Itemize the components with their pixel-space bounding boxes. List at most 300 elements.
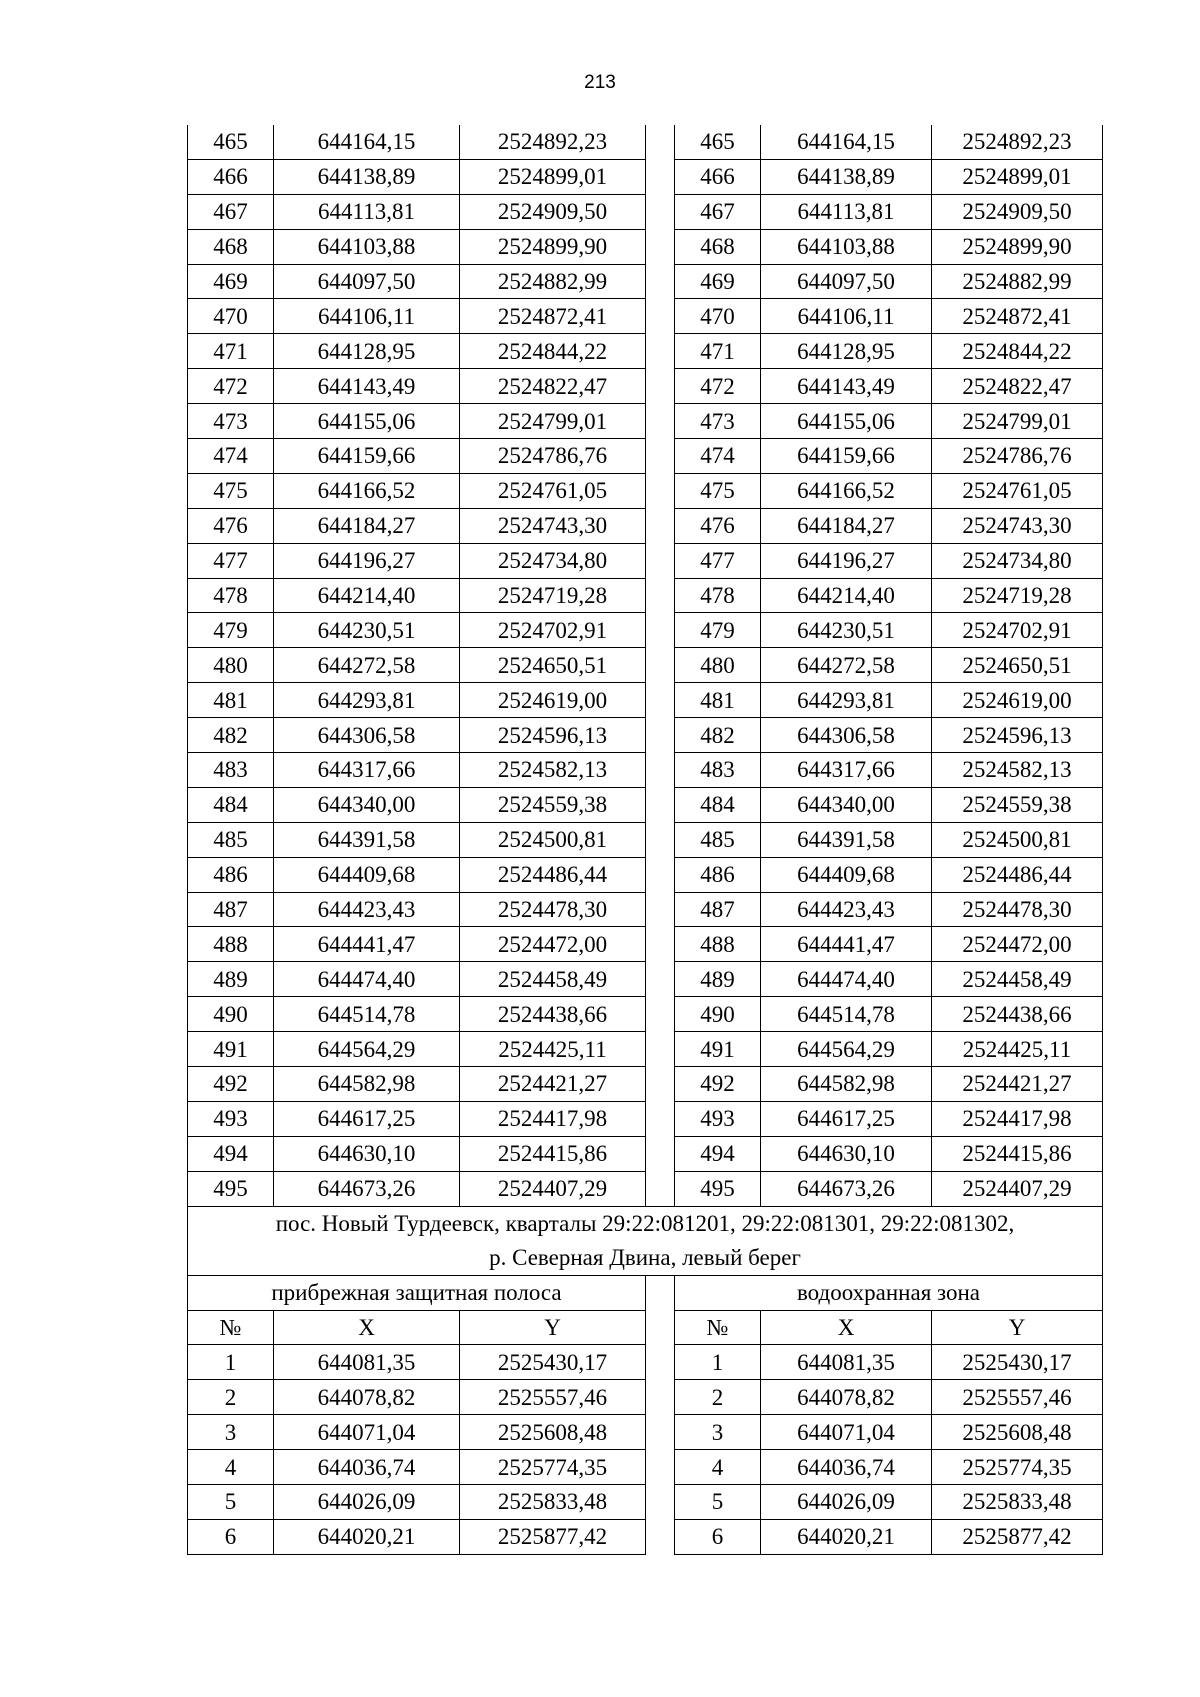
point-number-right: 471 [675,334,761,369]
y-coordinate-right: 2524582,13 [932,753,1103,788]
point-number-right: 486 [675,857,761,892]
y-coordinate-left: 2524734,80 [460,543,646,578]
column-gap [646,1171,675,1206]
y-coordinate-left: 2524407,29 [460,1171,646,1206]
y-coordinate-left: 2525430,17 [460,1345,646,1380]
y-coordinate-left: 2524438,66 [460,997,646,1032]
point-number-right: 465 [675,125,761,159]
x-coordinate-left: 644159,66 [274,439,460,474]
x-coordinate-right: 644474,40 [761,962,932,997]
column-gap [646,543,675,578]
point-number-left: 468 [188,229,274,264]
y-coordinate-right: 2524478,30 [932,892,1103,927]
column-gap [646,718,675,753]
x-coordinate-right: 644673,26 [761,1171,932,1206]
point-number-right: 495 [675,1171,761,1206]
column-gap [646,892,675,927]
y-coordinate-right: 2524822,47 [932,369,1103,404]
x-coordinate-right: 644196,27 [761,543,932,578]
x-coordinate-left: 644514,78 [274,997,460,1032]
header-y-left: Y [460,1310,646,1345]
y-coordinate-right: 2524500,81 [932,822,1103,857]
x-coordinate-left: 644441,47 [274,927,460,962]
y-coordinate-left: 2524761,05 [460,473,646,508]
header-x-right: X [761,1310,932,1345]
y-coordinate-left: 2525877,42 [460,1519,646,1554]
y-coordinate-right: 2524786,76 [932,439,1103,474]
y-coordinate-left: 2524872,41 [460,299,646,334]
point-number-right: 468 [675,229,761,264]
x-coordinate-left: 644184,27 [274,508,460,543]
y-coordinate-right: 2524899,01 [932,159,1103,194]
coordinates-table [187,125,1103,1555]
x-coordinate-left: 644582,98 [274,1067,460,1102]
point-number-left: 471 [188,334,274,369]
column-gap [646,1380,675,1415]
point-number-right: 474 [675,439,761,474]
table-row [188,1415,1103,1450]
y-coordinate-left: 2524421,27 [460,1067,646,1102]
point-number-left: 466 [188,159,274,194]
point-number-right: 477 [675,543,761,578]
x-coordinate-right: 644214,40 [761,578,932,613]
x-coordinate-left: 644564,29 [274,1032,460,1067]
y-coordinate-right: 2525833,48 [932,1484,1103,1519]
table-body-bottom [188,1345,1103,1554]
point-number-right: 466 [675,159,761,194]
column-header-row [188,1310,1103,1345]
table-row [188,1450,1103,1485]
y-coordinate-right: 2524486,44 [932,857,1103,892]
column-gap [646,1484,675,1519]
column-gap [646,822,675,857]
header-number-left: № [188,1310,274,1345]
y-coordinate-left: 2525833,48 [460,1484,646,1519]
y-coordinate-right: 2524882,99 [932,264,1103,299]
point-number-right: 473 [675,404,761,439]
y-coordinate-right: 2524458,49 [932,962,1103,997]
y-coordinate-left: 2524882,99 [460,264,646,299]
table-row [188,787,1103,822]
table-row [188,369,1103,404]
y-coordinate-left: 2524582,13 [460,753,646,788]
x-coordinate-left: 644106,11 [274,299,460,334]
table-row [188,1345,1103,1380]
table-row [188,229,1103,264]
point-number-left: 490 [188,997,274,1032]
point-number-right: 485 [675,822,761,857]
y-coordinate-left: 2525774,35 [460,1450,646,1485]
y-coordinate-right: 2524909,50 [932,194,1103,229]
point-number-right: 481 [675,683,761,718]
point-number-left: 474 [188,439,274,474]
point-number-left: 483 [188,753,274,788]
column-gap [646,683,675,718]
x-coordinate-left: 644617,25 [274,1101,460,1136]
point-number-left: 476 [188,508,274,543]
x-coordinate-right: 644071,04 [761,1415,932,1450]
point-number-left: 467 [188,194,274,229]
y-coordinate-left: 2524702,91 [460,613,646,648]
point-number-right: 484 [675,787,761,822]
point-number-left: 493 [188,1101,274,1136]
point-number-left: 495 [188,1171,274,1206]
y-coordinate-left: 2524596,13 [460,718,646,753]
y-coordinate-right: 2524844,22 [932,334,1103,369]
table-row [188,125,1103,159]
y-coordinate-left: 2524909,50 [460,194,646,229]
point-number-left: 482 [188,718,274,753]
y-coordinate-right: 2524421,27 [932,1067,1103,1102]
point-number-left: 1 [188,1345,274,1380]
y-coordinate-right: 2524799,01 [932,404,1103,439]
point-number-left: 4 [188,1450,274,1485]
x-coordinate-left: 644196,27 [274,543,460,578]
point-number-right: 472 [675,369,761,404]
point-number-right: 491 [675,1032,761,1067]
point-number-left: 487 [188,892,274,927]
point-number-left: 465 [188,125,274,159]
x-coordinate-left: 644143,49 [274,369,460,404]
point-number-left: 491 [188,1032,274,1067]
x-coordinate-right: 644097,50 [761,264,932,299]
y-coordinate-left: 2524899,01 [460,159,646,194]
y-coordinate-right: 2524702,91 [932,613,1103,648]
point-number-left: 494 [188,1136,274,1171]
y-coordinate-left: 2524619,00 [460,683,646,718]
x-coordinate-left: 644673,26 [274,1171,460,1206]
point-number-right: 476 [675,508,761,543]
x-coordinate-left: 644164,15 [274,125,460,159]
point-number-right: 493 [675,1101,761,1136]
x-coordinate-right: 644630,10 [761,1136,932,1171]
table-row [188,753,1103,788]
x-coordinate-left: 644391,58 [274,822,460,857]
x-coordinate-right: 644441,47 [761,927,932,962]
header-x-left: X [274,1310,460,1345]
column-gap [646,1450,675,1485]
point-number-left: 479 [188,613,274,648]
x-coordinate-left: 644214,40 [274,578,460,613]
x-coordinate-right: 644020,21 [761,1519,932,1554]
y-coordinate-left: 2524822,47 [460,369,646,404]
point-number-left: 492 [188,1067,274,1102]
table-row [188,1171,1103,1206]
y-coordinate-right: 2524719,28 [932,578,1103,613]
point-number-left: 489 [188,962,274,997]
y-coordinate-left: 2524478,30 [460,892,646,927]
column-gap [646,404,675,439]
x-coordinate-right: 644155,06 [761,404,932,439]
table-row [188,439,1103,474]
table-row [188,683,1103,718]
y-coordinate-right: 2524743,30 [932,508,1103,543]
x-coordinate-right: 644514,78 [761,997,932,1032]
x-coordinate-right: 644317,66 [761,753,932,788]
column-gap [646,1519,675,1554]
table-row [188,543,1103,578]
y-coordinate-right: 2524899,90 [932,229,1103,264]
y-coordinate-left: 2524486,44 [460,857,646,892]
y-coordinate-left: 2524799,01 [460,404,646,439]
x-coordinate-left: 644138,89 [274,159,460,194]
column-gap [646,648,675,683]
column-gap [646,1136,675,1171]
column-gap [646,787,675,822]
point-number-right: 475 [675,473,761,508]
y-coordinate-left: 2525608,48 [460,1415,646,1450]
table-row [188,1101,1103,1136]
x-coordinate-left: 644026,09 [274,1484,460,1519]
x-coordinate-right: 644164,15 [761,125,932,159]
column-gap [646,1310,675,1345]
column-gap [646,299,675,334]
point-number-left: 472 [188,369,274,404]
y-coordinate-right: 2524761,05 [932,473,1103,508]
x-coordinate-left: 644272,58 [274,648,460,683]
x-coordinate-right: 644106,11 [761,299,932,334]
point-number-right: 2 [675,1380,761,1415]
point-number-right: 3 [675,1415,761,1450]
point-number-right: 490 [675,997,761,1032]
point-number-left: 6 [188,1519,274,1554]
x-coordinate-left: 644409,68 [274,857,460,892]
x-coordinate-right: 644026,09 [761,1484,932,1519]
table-row [188,1484,1103,1519]
x-coordinate-right: 644409,68 [761,857,932,892]
y-coordinate-right: 2524425,11 [932,1032,1103,1067]
table-row [188,613,1103,648]
table-row [188,1032,1103,1067]
table-row [188,1380,1103,1415]
table-row [188,404,1103,439]
column-gap [646,194,675,229]
point-number-left: 473 [188,404,274,439]
x-coordinate-right: 644128,95 [761,334,932,369]
point-number-right: 492 [675,1067,761,1102]
point-number-left: 469 [188,264,274,299]
point-number-left: 488 [188,927,274,962]
column-gap [646,1345,675,1380]
y-coordinate-left: 2524559,38 [460,787,646,822]
column-gap [646,229,675,264]
point-number-right: 467 [675,194,761,229]
section-caption-row [188,1206,1103,1275]
point-number-right: 482 [675,718,761,753]
column-gap [646,369,675,404]
x-coordinate-right: 644423,43 [761,892,932,927]
x-coordinate-right: 644078,82 [761,1380,932,1415]
x-coordinate-left: 644630,10 [274,1136,460,1171]
y-coordinate-right: 2525430,17 [932,1345,1103,1380]
y-coordinate-left: 2524458,49 [460,962,646,997]
x-coordinate-left: 644097,50 [274,264,460,299]
header-number-right: № [675,1310,761,1345]
left-zone-title: прибрежная защитная полоса [188,1275,646,1310]
column-gap [646,997,675,1032]
table-row [188,578,1103,613]
x-coordinate-right: 644230,51 [761,613,932,648]
y-coordinate-right: 2525774,35 [932,1450,1103,1485]
x-coordinate-right: 644036,74 [761,1450,932,1485]
x-coordinate-left: 644036,74 [274,1450,460,1485]
x-coordinate-left: 644081,35 [274,1345,460,1380]
y-coordinate-left: 2524415,86 [460,1136,646,1171]
column-gap [646,927,675,962]
table-row [188,334,1103,369]
page-number: 213 [584,72,616,93]
y-coordinate-right: 2524872,41 [932,299,1103,334]
column-gap [646,857,675,892]
section-header [188,1206,1103,1345]
x-coordinate-right: 644272,58 [761,648,932,683]
x-coordinate-right: 644582,98 [761,1067,932,1102]
column-gap [646,159,675,194]
y-coordinate-right: 2524415,86 [932,1136,1103,1171]
column-gap [646,1032,675,1067]
point-number-left: 486 [188,857,274,892]
table-row [188,473,1103,508]
column-gap [646,1067,675,1102]
section-caption-line-1: пос. Новый Турдеевск, кварталы 29:22:081201, 29:22:081301, 29:22:081302, [275,1210,1015,1236]
column-gap [646,473,675,508]
y-coordinate-right: 2525608,48 [932,1415,1103,1450]
y-coordinate-left: 2524472,00 [460,927,646,962]
x-coordinate-right: 644159,66 [761,439,932,474]
point-number-right: 488 [675,927,761,962]
y-coordinate-left: 2524650,51 [460,648,646,683]
x-coordinate-left: 644166,52 [274,473,460,508]
table-row [188,857,1103,892]
x-coordinate-left: 644474,40 [274,962,460,997]
point-number-left: 481 [188,683,274,718]
y-coordinate-left: 2524425,11 [460,1032,646,1067]
zone-title-row [188,1275,1103,1310]
x-coordinate-right: 644081,35 [761,1345,932,1380]
y-coordinate-right: 2524559,38 [932,787,1103,822]
point-number-right: 489 [675,962,761,997]
y-coordinate-left: 2525557,46 [460,1380,646,1415]
point-number-right: 4 [675,1450,761,1485]
x-coordinate-left: 644071,04 [274,1415,460,1450]
table-row [188,927,1103,962]
point-number-left: 470 [188,299,274,334]
point-number-left: 3 [188,1415,274,1450]
table-row [188,962,1103,997]
y-coordinate-left: 2524899,90 [460,229,646,264]
y-coordinate-left: 2524892,23 [460,125,646,159]
y-coordinate-left: 2524786,76 [460,439,646,474]
x-coordinate-left: 644340,00 [274,787,460,822]
x-coordinate-right: 644138,89 [761,159,932,194]
x-coordinate-left: 644155,06 [274,404,460,439]
x-coordinate-right: 644340,00 [761,787,932,822]
x-coordinate-left: 644230,51 [274,613,460,648]
y-coordinate-right: 2524892,23 [932,125,1103,159]
column-gap [646,508,675,543]
x-coordinate-right: 644293,81 [761,683,932,718]
y-coordinate-right: 2524417,98 [932,1101,1103,1136]
x-coordinate-right: 644617,25 [761,1101,932,1136]
x-coordinate-right: 644564,29 [761,1032,932,1067]
x-coordinate-left: 644293,81 [274,683,460,718]
point-number-right: 5 [675,1484,761,1519]
y-coordinate-right: 2524438,66 [932,997,1103,1032]
column-gap [646,1415,675,1450]
column-gap [646,125,675,159]
column-gap [646,439,675,474]
column-gap [646,264,675,299]
table-row [188,508,1103,543]
point-number-right: 469 [675,264,761,299]
point-number-left: 477 [188,543,274,578]
column-gap [646,962,675,997]
y-coordinate-right: 2524596,13 [932,718,1103,753]
y-coordinate-right: 2524650,51 [932,648,1103,683]
point-number-left: 484 [188,787,274,822]
column-gap [646,334,675,369]
point-number-right: 1 [675,1345,761,1380]
x-coordinate-left: 644306,58 [274,718,460,753]
table-row [188,1136,1103,1171]
y-coordinate-right: 2524734,80 [932,543,1103,578]
table-row [188,892,1103,927]
x-coordinate-left: 644113,81 [274,194,460,229]
table-row [188,159,1103,194]
x-coordinate-right: 644306,58 [761,718,932,753]
point-number-left: 5 [188,1484,274,1519]
y-coordinate-left: 2524417,98 [460,1101,646,1136]
y-coordinate-left: 2524844,22 [460,334,646,369]
column-gap [646,753,675,788]
x-coordinate-left: 644078,82 [274,1380,460,1415]
right-zone-title: водоохранная зона [675,1275,1103,1310]
point-number-right: 487 [675,892,761,927]
point-number-right: 478 [675,578,761,613]
x-coordinate-left: 644103,88 [274,229,460,264]
y-coordinate-right: 2524407,29 [932,1171,1103,1206]
y-coordinate-right: 2525877,42 [932,1519,1103,1554]
x-coordinate-right: 644391,58 [761,822,932,857]
column-gap [646,613,675,648]
y-coordinate-right: 2525557,46 [932,1380,1103,1415]
column-gap [646,1101,675,1136]
table-row [188,299,1103,334]
point-number-left: 485 [188,822,274,857]
x-coordinate-right: 644103,88 [761,229,932,264]
point-number-left: 478 [188,578,274,613]
point-number-left: 480 [188,648,274,683]
point-number-right: 6 [675,1519,761,1554]
point-number-right: 483 [675,753,761,788]
table-row [188,1067,1103,1102]
x-coordinate-right: 644113,81 [761,194,932,229]
point-number-right: 494 [675,1136,761,1171]
x-coordinate-right: 644184,27 [761,508,932,543]
x-coordinate-right: 644166,52 [761,473,932,508]
table-row [188,648,1103,683]
y-coordinate-left: 2524719,28 [460,578,646,613]
column-gap [646,1275,675,1310]
column-gap [646,578,675,613]
table-row [188,194,1103,229]
point-number-right: 470 [675,299,761,334]
section-caption [188,1206,1103,1275]
table-row [188,718,1103,753]
table-row [188,1519,1103,1554]
x-coordinate-left: 644020,21 [274,1519,460,1554]
x-coordinate-left: 644128,95 [274,334,460,369]
